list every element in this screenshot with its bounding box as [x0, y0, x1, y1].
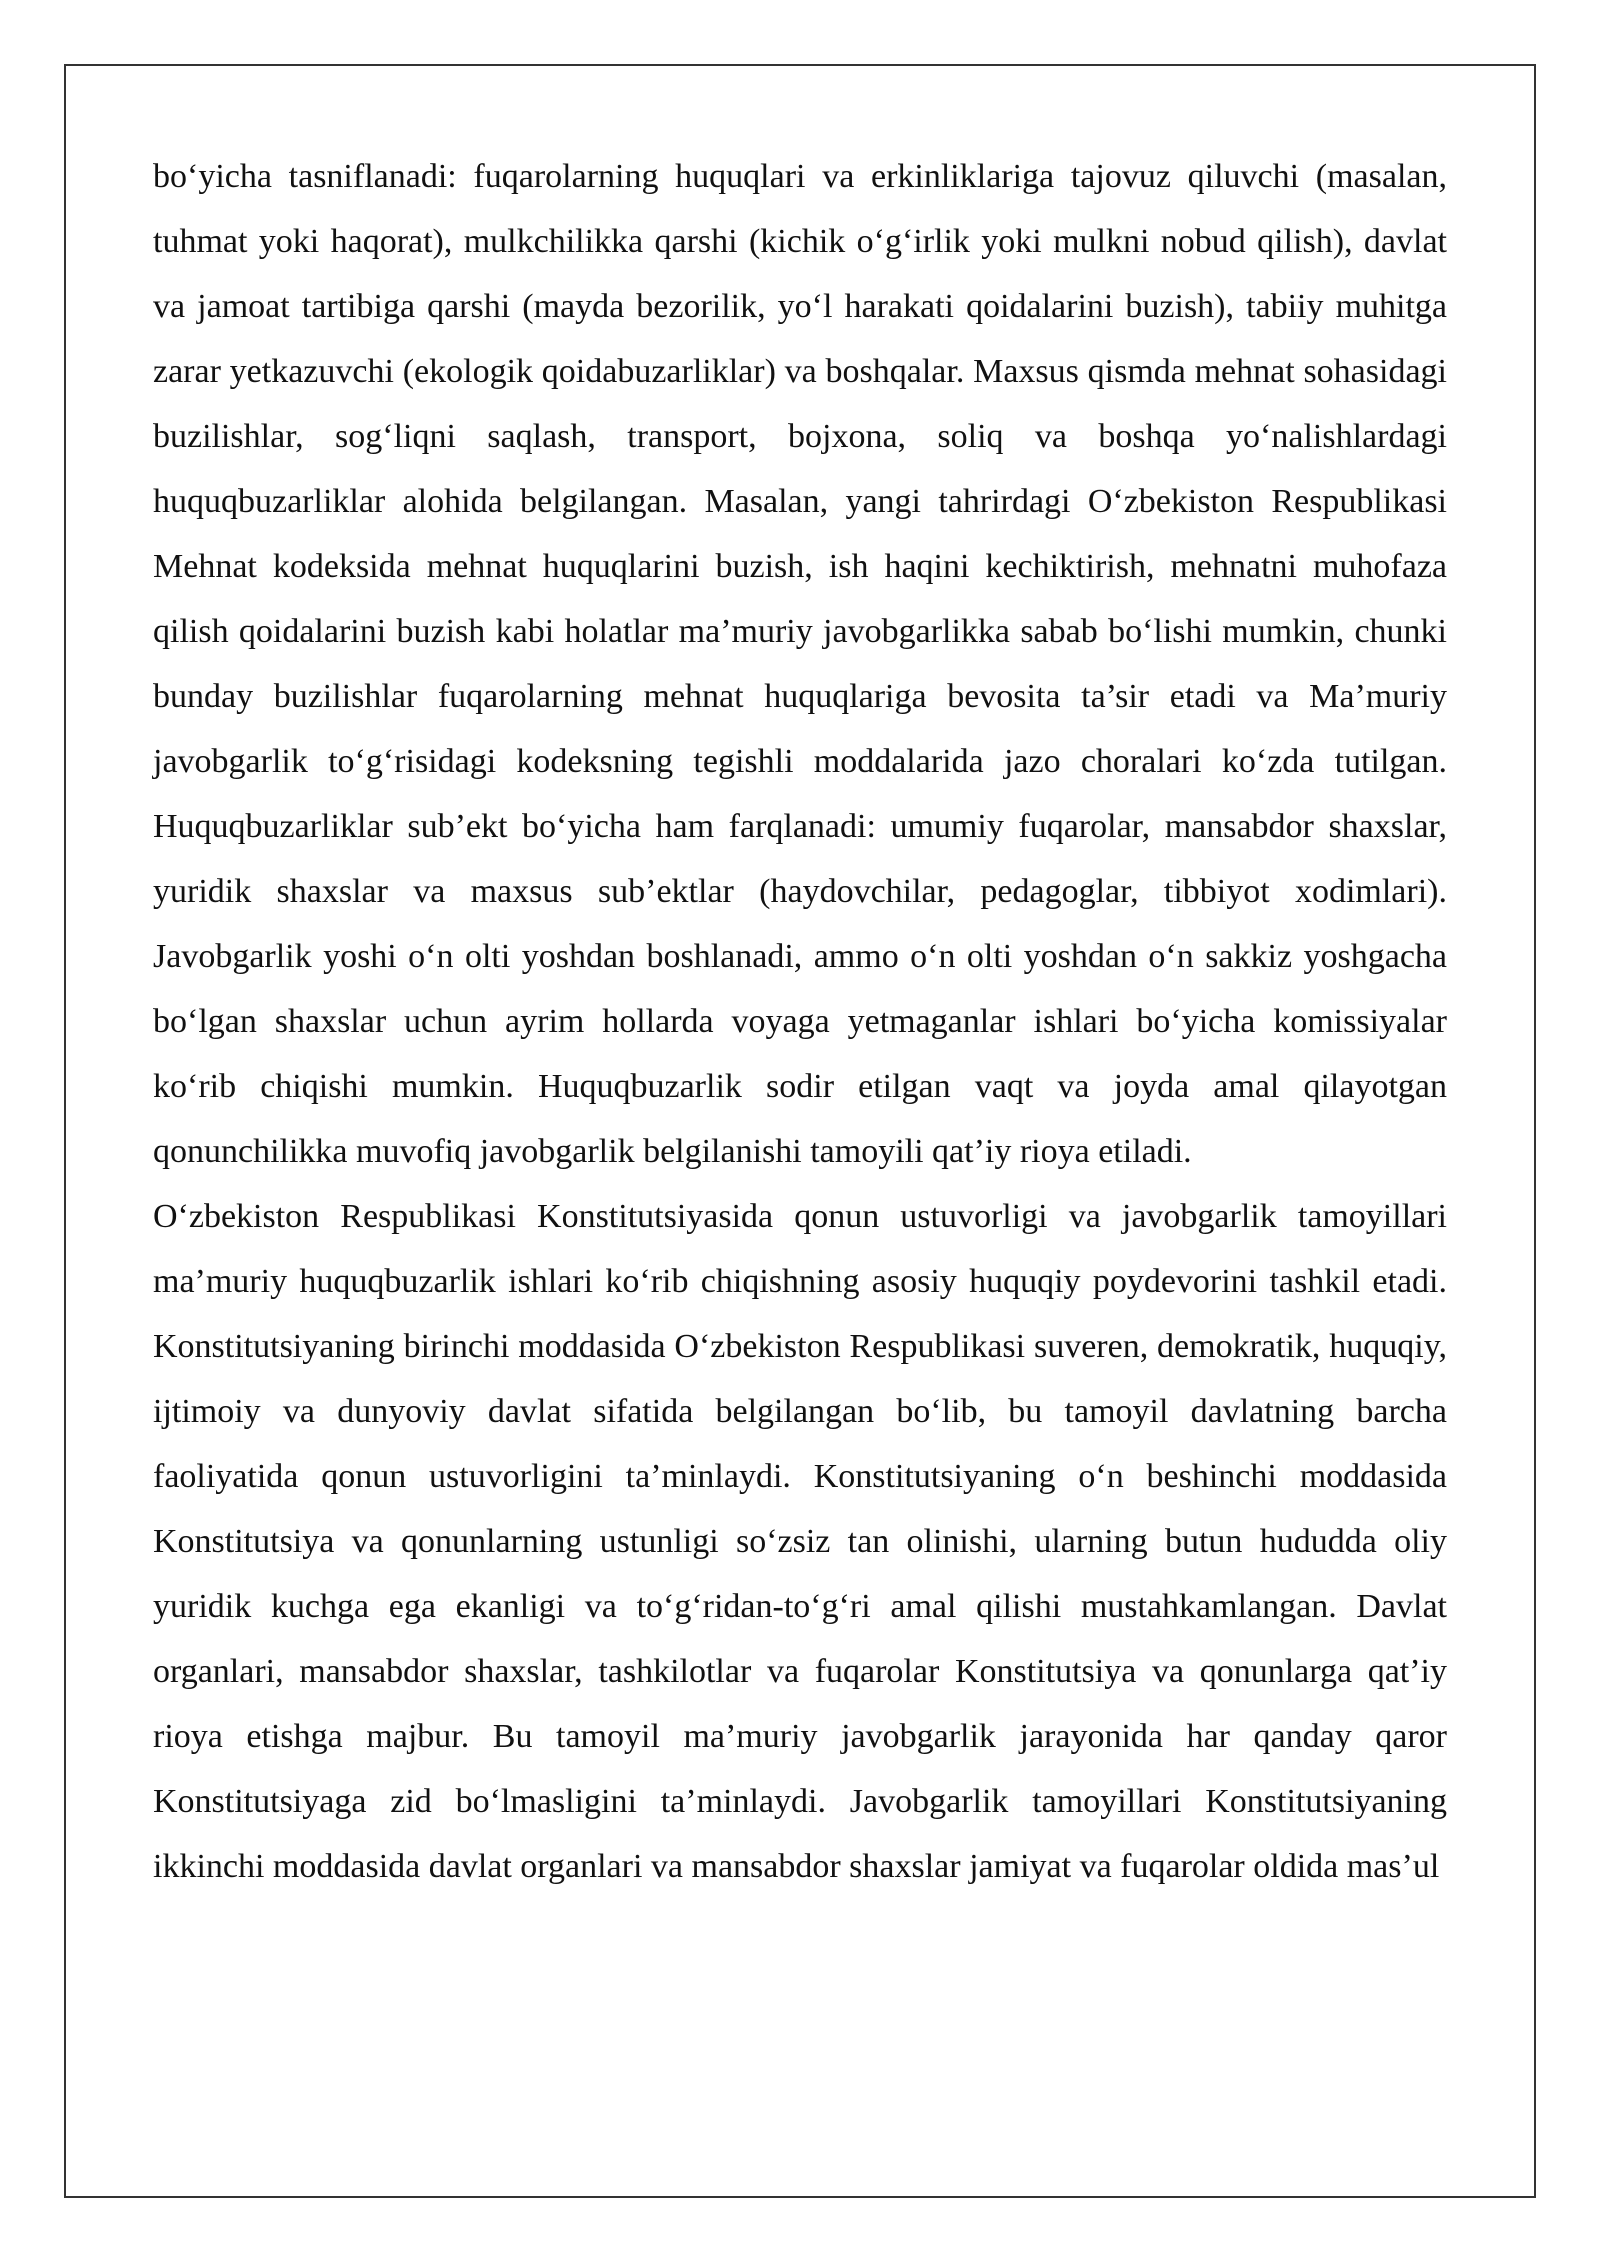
paragraph: bo‘yicha tasniflanadi: fuqarolarning huquqlari va erkinliklariga tajovuz qiluvchi (masalan, tuhmat yoki haqorat), mulkchilikka qarshi (kichik o‘g‘irlik yoki mulkni nobud qilish), davlat va jamoat tartibiga qarshi (mayda bezorilik, yo‘l harakati qoidalarini buzish), tabiiy muhitga zarar yetkazuvchi (ekologik qoidabuzarliklar) va boshqalar. Maxsus qismda mehnat sohasidagi buzilishlar, sog‘liqni saqlash, transport, bojxona, soliq va boshqa yo‘nalishlardagi huquqbuzarliklar alohida belgilangan. Masalan, yangi tahrirdagi O‘zbekiston Respublikasi Mehnat kodeksida mehnat huquqlarini buzish, ish haqini kechiktirish, mehnatni muhofaza qilish qoidalarini buzish kabi holatlar ma’muriy javobgarlikka sabab bo‘lishi mumkin, chunki bunday buzilishlar fuqarolarning mehnat huquqlariga bevosita ta’sir etadi va Ma’muriy javobgarlik to‘g‘risidagi kodeksning tegishli moddalarida jazo choralari ko‘zda tutilgan. Huquqbuzarliklar sub’ekt bo‘yicha ham farqlanadi: umumiy fuqarolar, mansabdor shaxslar, yuridik shaxslar va maxsus sub’ektlar (haydovchilar, pedagoglar, tibbiyot xodimlari). Javobgarlik yoshi o‘n olti yoshdan boshlanadi, ammo o‘n olti yoshdan o‘n sakkiz yoshgacha bo‘lgan shaxslar uchun ayrim hollarda voyaga yetmaganlar ishlari bo‘yicha komissiyalar ko‘rib chiqishi mumkin. Huquqbuzarlik sodir etilgan vaqt va joyda amal qilayotgan qonunchilikka muvofiq javobgarlik belgilanishi tamoyili qat’iy rioya etiladi.: [153, 158, 1447, 1170]
paragraph: O‘zbekiston Respublikasi Konstitutsiyasida qonun ustuvorligi va javobgarlik tamoyillari ma’muriy huquqbuzarlik ishlari ko‘rib chiqishning asosiy huquqiy poydevorini tashkil etadi. Konstitutsiyaning birinchi moddasida O‘zbekiston Respublikasi suveren, demokratik, huquqiy, ijtimoiy va dunyoviy davlat sifatida belgilangan bo‘lib, bu tamoyil davlatning barcha faoliyatida qonun ustuvorligini ta’minlaydi. Konstitutsiyaning o‘n beshinchi moddasida Konstitutsiya va qonunlarning ustunligi so‘zsiz tan olinishi, ularning butun hududda oliy yuridik kuchga ega ekanligi va to‘g‘ridan-to‘g‘ri amal qilishi mustahkamlangan. Davlat organlari, mansabdor shaxslar, tashkilotlar va fuqarolar Konstitutsiya va qonunlarga qat’iy rioya etishga majbur. Bu tamoyil ma’muriy javobgarlik jarayonida har qanday qaror Konstitutsiyaga zid bo‘lmasligini ta’minlaydi. Javobgarlik tamoyillari Konstitutsiyaning ikkinchi moddasida davlat organlari va mansabdor shaxslar jamiyat va fuqarolar oldida mas’ul: [153, 1198, 1447, 1885]
document-body: [153, 144, 1447, 1899]
